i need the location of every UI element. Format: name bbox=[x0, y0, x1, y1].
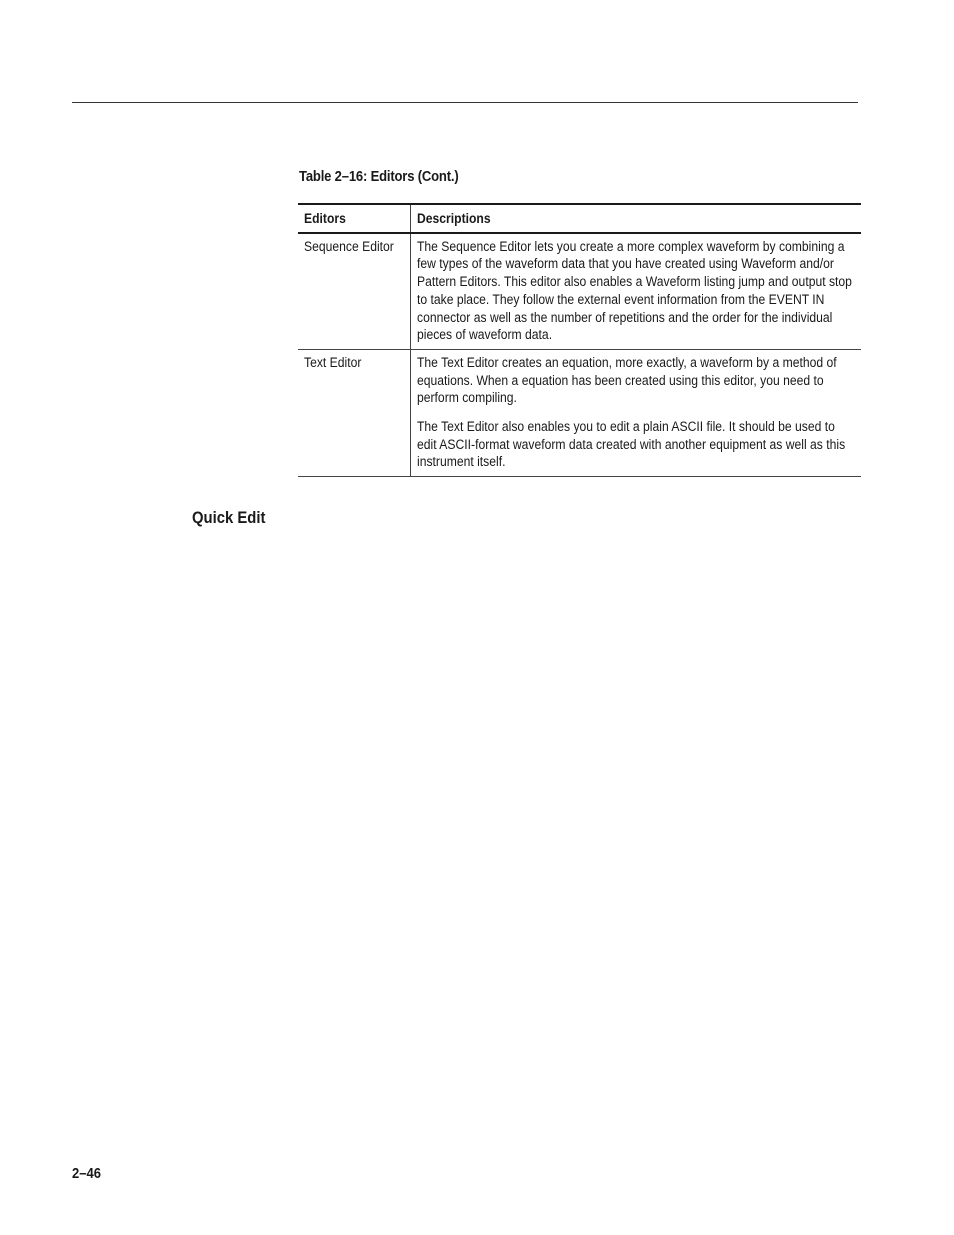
editor-name-cell: Sequence Editor bbox=[298, 233, 410, 350]
column-header-descriptions: Descriptions bbox=[410, 204, 861, 233]
description-paragraph: The Text Editor also enables you to edit a plain ASCII file. It should be used to edit ASCII-format waveform data created with another equipment as well as this instrument itself. bbox=[416, 419, 845, 470]
table-caption: Table 2–16: Editors (Cont.) bbox=[299, 169, 459, 185]
page-number: 2–46 bbox=[72, 1166, 102, 1182]
editor-name-cell: Text Editor bbox=[298, 349, 410, 476]
column-header-editors: Editors bbox=[298, 204, 410, 233]
editors-table bbox=[298, 203, 861, 477]
header-rule bbox=[72, 102, 858, 103]
table-header-row bbox=[298, 204, 861, 233]
table-row bbox=[298, 349, 861, 476]
description-cell bbox=[410, 349, 861, 476]
section-heading: Quick Edit bbox=[192, 509, 266, 527]
table-row bbox=[298, 233, 861, 350]
description-paragraph: The Text Editor creates an equation, more exactly, a waveform by a method of equations. When a equation has been created using this editor, you need to perform compiling. bbox=[416, 354, 837, 406]
description-paragraph: The Sequence Editor lets you create a more complex waveform by combining a few types of the waveform data that you have created using Waveform and/or Pattern Editors. This editor also enables a Waveform listing jump and output stop to take place. They follow the external event information from the EVENT IN connector as well as the number of repetitions and the order for the individual pieces of waveform data. bbox=[416, 238, 852, 343]
description-cell bbox=[410, 233, 861, 350]
